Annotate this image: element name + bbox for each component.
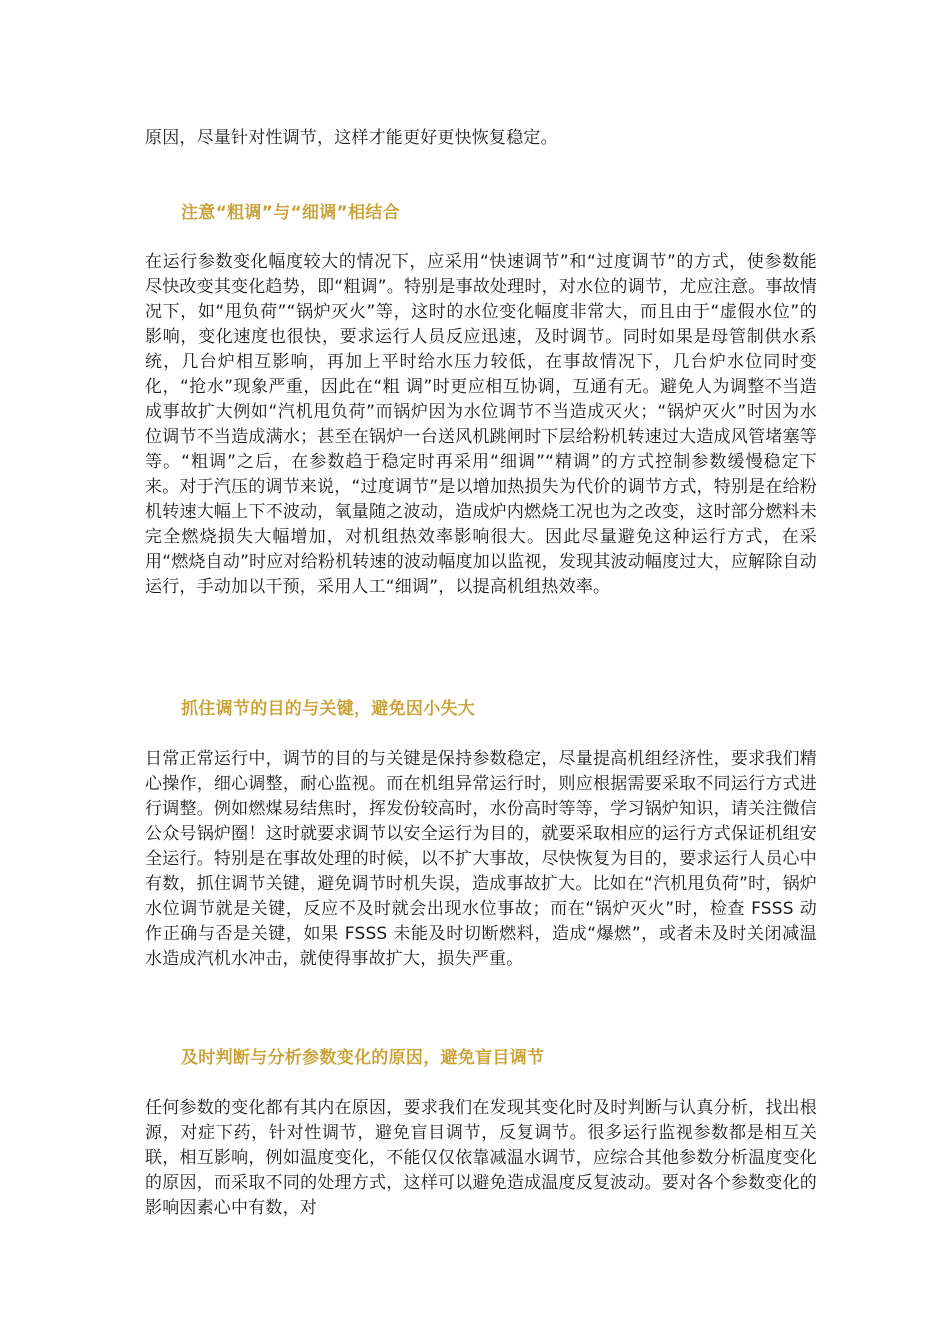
section-heading-purpose-and-key: 抓住调节的目的与关键，避免因小失大 bbox=[181, 699, 476, 719]
intro-paragraph: 原因，尽量针对性调节，这样才能更好更快恢复稳定。 bbox=[145, 128, 558, 148]
section-body-purpose-and-key: 日常正常运行中，调节的目的与关键是保持参数稳定，尽量提高机组经济性，要求我们精心操作，细心调整，耐心监视。而在机组异常运行时，则应根据需要采取不同运行方式进行调整。例如燃煤易结焦时，挥发份较高时，水份高时等等，学习锅炉知识，请关注微信公众号锅炉圈！这时就要求调节以安全运行为目的，就要采取相应的运行方式保证机组安全运行。特别是在事故处理的时候，以不扩大事故，尽快恢复为目的，要求运行人员心中有数，抓住调节关键，避免调节时机失误，造成事故扩大。比如在“汽机甩负荷”时，锅炉水位调节就是关键，反应不及时就会出现水位事故；而在“锅炉灭火”时，检查 FSSS 动作正确与否是关键，如果 FSSS 未能及时切断燃料，造成“爆燃”，或者未及时关闭减温水造成汽机水冲击，就使得事故扩大，损失严重。 bbox=[145, 749, 817, 969]
section-heading-coarse-fine-adjustment: 注意“粗调”与“细调”相结合 bbox=[181, 203, 400, 223]
section-heading-timely-judgment: 及时判断与分析参数变化的原因，避免盲目调节 bbox=[181, 1048, 545, 1068]
section-body-coarse-fine-adjustment: 在运行参数变化幅度较大的情况下，应采用“快速调节”和“过度调节”的方式，使参数能尽快改变其变化趋势，即“粗调”。特别是事故处理时，对水位的调节，尤应注意。事故情况下，如“甩负荷”“锅炉灭火”等，这时的水位变化幅度非常大，而且由于“虚假水位”的影响，变化速度也很快，要求运行人员反应迅速，及时调节。同时如果是母管制供水系统，几台炉相互影响，再加上平时给水压力较低，在事故情况下，几台炉水位同时变化，“抢水”现象严重，因此在“粗 调”时更应相互协调，互通有无。避免人为调整不当造成事故扩大例如“汽机甩负荷”而锅炉因为水位调节不当造成灭火；“锅炉灭火”时因为水位调节不当造成满水；甚至在锅炉一台送风机跳闸时下层给粉机转速过大造成风管堵塞等等。“粗调”之后，在参数趋于稳定时再采用“细调”“精调”的方式控制参数缓慢稳定下来。对于汽压的调节来说，“过度调节”是以增加热损失为代价的调节方式，特别是在给粉机转速大幅上下不波动，氧量随之波动，造成炉内燃烧工况也为之改变，这时部分燃料未完全燃烧损失大幅增加，对机组热效率影响很大。因此尽量避免这种运行方式，在采用“燃烧自动”时应对给粉机转速的波动幅度加以监视，发现其波动幅度过大，应解除自动运行，手动加以干预，采用人工“细调”，以提高机组热效率。 bbox=[145, 252, 817, 597]
section-body-timely-judgment: 任何参数的变化都有其内在原因，要求我们在发现其变化时及时判断与认真分析，找出根源，对症下药，针对性调节，避免盲目调节，反复调节。很多运行监视参数都是相互关联，相互影响，例如温度变化，不能仅仅依靠减温水调节，应综合其他参数分析温度变化的原因，而采取不同的处理方式，这样可以避免造成温度反复波动。要对各个参数变化的影响因素心中有数，对 bbox=[145, 1098, 817, 1218]
